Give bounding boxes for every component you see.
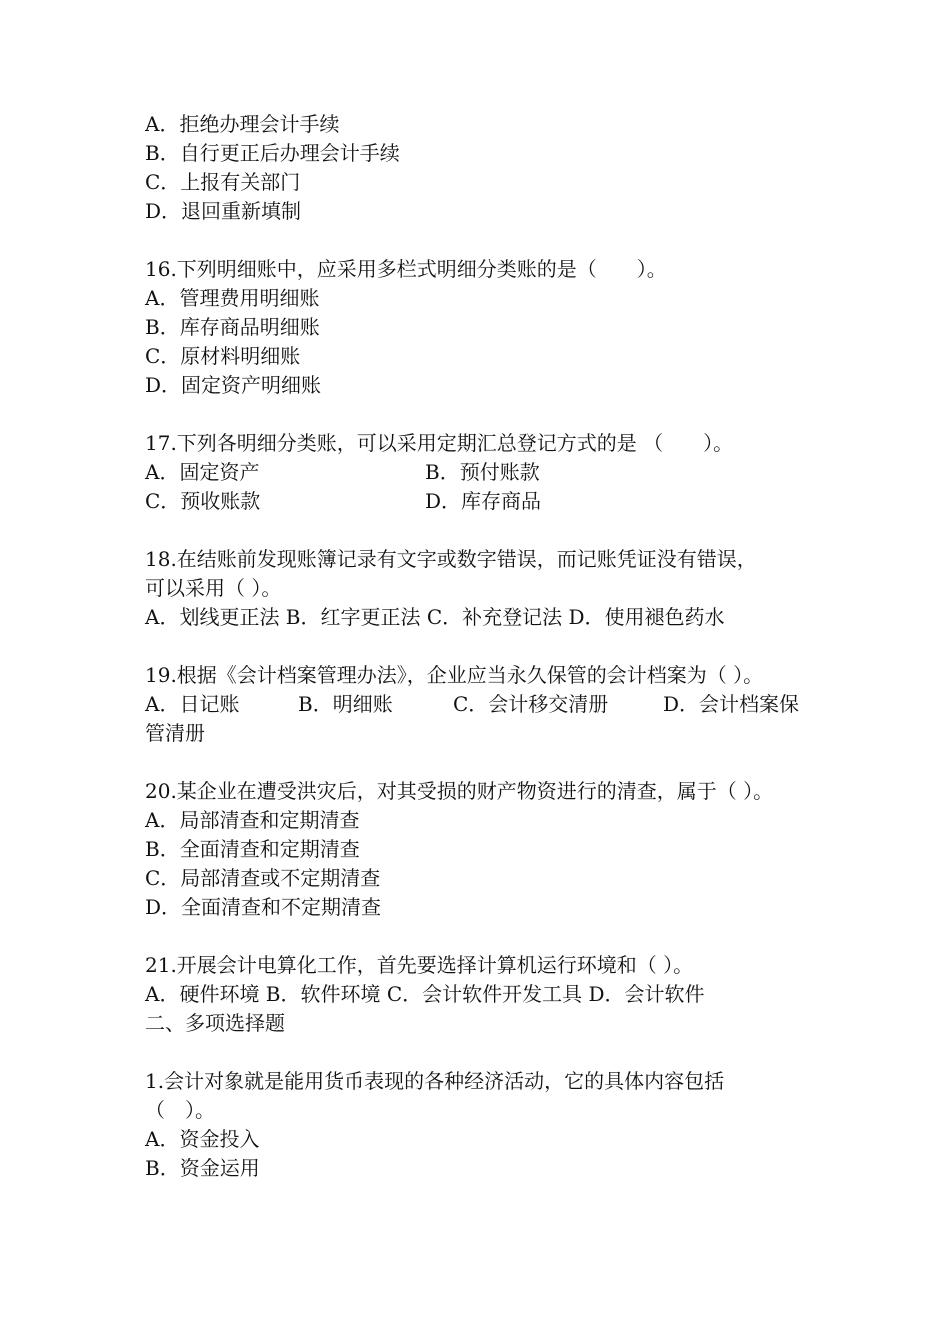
q17-option-a: A．固定资产	[145, 460, 260, 484]
q19-options-row	[145, 690, 817, 719]
q18-options: A．划线更正法 B．红字更正法 C．补充登记法 D．使用褪色药水	[145, 605, 725, 629]
q15-option-c: C．上报有关部门	[145, 170, 301, 194]
q20-stem: 20.某企业在遭受洪灾后，对其受损的财产物资进行的清查，属于（ ）。	[145, 779, 774, 803]
q17-options-row-1	[145, 458, 817, 487]
q21-options: A．硬件环境 B．软件环境 C．会计软件开发工具 D．会计软件	[145, 982, 705, 1006]
q17-options-row-2	[145, 487, 817, 516]
q15-option-a: A．拒绝办理会计手续	[145, 112, 340, 136]
q17-stem: 17.下列各明细分类账，可以采用定期汇总登记方式的是 （ ）。	[145, 431, 734, 455]
q15-option-d: D．退回重新填制	[145, 199, 302, 223]
q20-option-d: D．全面清查和不定期清查	[145, 895, 382, 919]
q19-option-a: A．日记账	[145, 692, 240, 716]
mq1-option-a: A．资金投入	[145, 1127, 260, 1151]
q16-option-a: A．管理费用明细账	[145, 286, 320, 310]
q15-option-b: B．自行更正后办理会计手续	[145, 141, 400, 165]
document-page	[145, 110, 817, 1183]
mq1-option-b: B．资金运用	[145, 1156, 260, 1180]
q20-option-c: C．局部清查或不定期清查	[145, 866, 381, 890]
q18-stem-line-1: 18.在结账前发现账簿记录有文字或数字错误，而记账凭证没有错误，	[145, 547, 757, 571]
q17-option-d: D．库存商品	[425, 489, 542, 513]
mq1-stem-line-1: 1.会计对象就是能用货币表现的各种经济活动，它的具体内容包括	[145, 1069, 725, 1093]
q16-stem: 16.下列明细账中，应采用多栏式明细分类账的是（ ）。	[145, 257, 667, 281]
q20-option-b: B．全面清查和定期清查	[145, 837, 360, 861]
q17-option-b: B．预付账款	[425, 460, 540, 484]
q19-option-d-continuation: 管清册	[145, 721, 205, 745]
q19-option-b: B．明细账	[298, 692, 393, 716]
q16-option-b: B．库存商品明细账	[145, 315, 320, 339]
q19-option-d: D．会计档案保	[663, 692, 800, 716]
q19-option-c: C．会计移交清册	[453, 692, 609, 716]
q17-option-c: C．预收账款	[145, 489, 261, 513]
section-heading: 二、多项选择题	[145, 1011, 285, 1035]
q16-option-d: D．固定资产明细账	[145, 373, 322, 397]
q20-option-a: A．局部清查和定期清查	[145, 808, 360, 832]
q19-stem: 19.根据《会计档案管理办法》，企业应当永久保管的会计档案为（ ）。	[145, 663, 764, 687]
q16-option-c: C．原材料明细账	[145, 344, 301, 368]
q18-stem-line-2: 可以采用（ ）。	[145, 576, 282, 600]
q21-stem: 21.开展会计电算化工作，首先要选择计算机运行环境和（ ）。	[145, 953, 694, 977]
mq1-stem-line-2: （ ）。	[145, 1098, 215, 1122]
